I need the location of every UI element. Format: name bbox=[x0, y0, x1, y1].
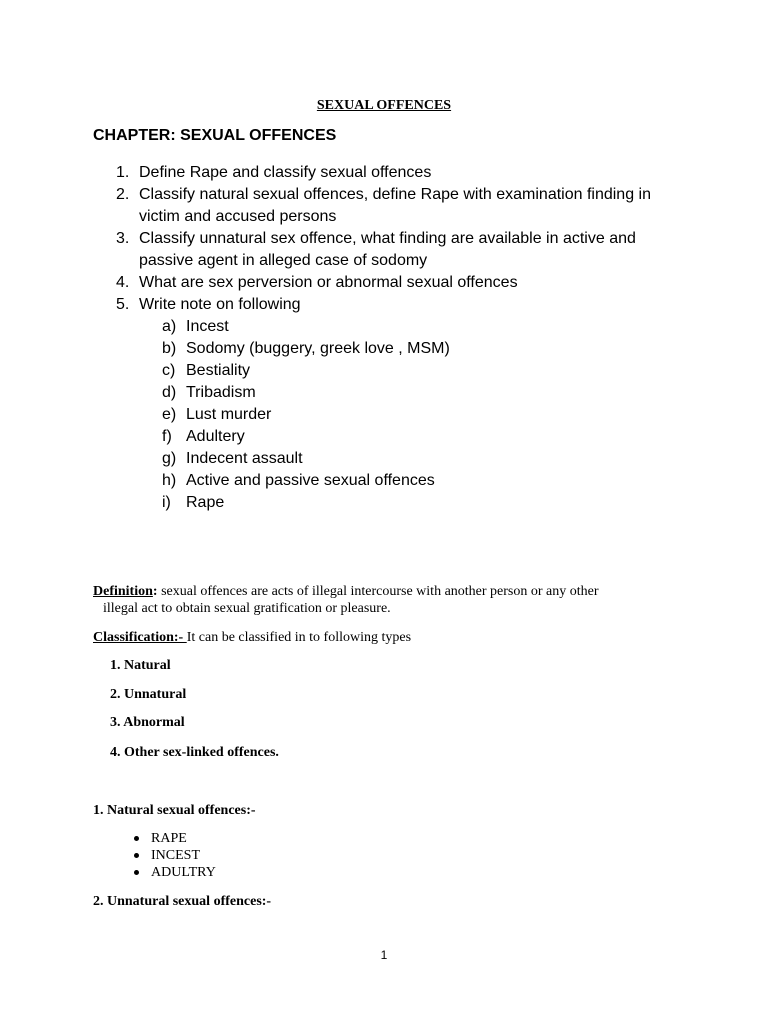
note-item bbox=[93, 382, 693, 404]
note-item bbox=[93, 360, 693, 382]
definition-paragraph bbox=[93, 583, 693, 617]
bullet-icon bbox=[134, 853, 139, 858]
note-item bbox=[93, 404, 693, 426]
note-text: Lust murder bbox=[186, 406, 272, 423]
question-item bbox=[93, 294, 693, 316]
question-text: Define Rape and classify sexual offences bbox=[139, 164, 432, 181]
note-text: Adultery bbox=[186, 428, 245, 445]
document-title: SEXUAL OFFENCES bbox=[316, 98, 452, 113]
classification-type-item: 4. Other sex-linked offences. bbox=[110, 745, 279, 760]
note-marker: f) bbox=[162, 428, 172, 445]
natural-offence-text: ADULTRY bbox=[151, 865, 216, 880]
page-number: 1 bbox=[380, 948, 388, 962]
natural-offences-heading: 1. Natural sexual offences:- bbox=[93, 803, 256, 818]
note-text: Bestiality bbox=[186, 362, 251, 379]
question-text: Classify natural sexual offences, define Rape with examination finding in victim and accused persons bbox=[139, 186, 651, 225]
natural-offence-text: INCEST bbox=[151, 848, 200, 863]
note-marker: d) bbox=[162, 384, 177, 401]
question-item bbox=[93, 228, 693, 272]
note-marker: h) bbox=[162, 472, 177, 489]
natural-offence-item bbox=[133, 830, 216, 847]
natural-offences-list bbox=[133, 830, 216, 881]
bullet-icon bbox=[134, 870, 139, 875]
unnatural-offences-heading: 2. Unnatural sexual offences:- bbox=[93, 894, 272, 909]
classification-paragraph bbox=[93, 629, 693, 646]
note-marker: g) bbox=[162, 450, 177, 467]
note-item bbox=[93, 448, 693, 470]
note-text: Rape bbox=[186, 494, 225, 511]
note-marker: c) bbox=[162, 362, 176, 379]
question-text: Classify unnatural sex offence, what finding are available in active and passive agent in alleged case of sodomy bbox=[139, 230, 636, 269]
note-text: Active and passive sexual offences bbox=[186, 472, 435, 489]
question-number: 2. bbox=[116, 186, 130, 203]
classification-type-item: 2. Unnatural bbox=[110, 687, 187, 702]
note-marker: e) bbox=[162, 406, 177, 423]
question-item bbox=[93, 272, 693, 294]
classification-type-item: 1. Natural bbox=[110, 658, 171, 673]
question-item bbox=[93, 184, 693, 228]
chapter-heading: CHAPTER: SEXUAL OFFENCES bbox=[93, 127, 337, 144]
note-text: Indecent assault bbox=[186, 450, 303, 467]
note-item bbox=[93, 338, 693, 360]
note-marker: b) bbox=[162, 340, 177, 357]
definition-text-line1: sexual offences are acts of illegal intercourse with another person or any other bbox=[157, 584, 599, 599]
question-number: 1. bbox=[116, 164, 130, 181]
question-number: 4. bbox=[116, 274, 130, 291]
note-item bbox=[93, 470, 693, 492]
classification-label: Classification:- bbox=[93, 630, 187, 645]
note-marker: i) bbox=[162, 494, 171, 511]
definition-text-line2: illegal act to obtain sexual gratification or pleasure. bbox=[103, 601, 391, 616]
note-text: Incest bbox=[186, 318, 229, 335]
natural-offence-text: RAPE bbox=[151, 831, 187, 846]
note-text: Tribadism bbox=[186, 384, 256, 401]
classification-text: It can be classified in to following types bbox=[186, 630, 412, 645]
question-number: 3. bbox=[116, 230, 130, 247]
definition-colon: : bbox=[152, 584, 158, 599]
note-marker: a) bbox=[162, 318, 177, 335]
bullet-icon bbox=[134, 836, 139, 841]
definition-label: Definition bbox=[93, 584, 153, 599]
note-text: Sodomy (buggery, greek love , MSM) bbox=[186, 340, 450, 357]
note-item bbox=[93, 426, 693, 448]
classification-type-item: 3. Abnormal bbox=[110, 715, 185, 730]
question-number: 5. bbox=[116, 296, 130, 313]
natural-offence-item bbox=[133, 864, 216, 881]
natural-offence-item bbox=[133, 847, 216, 864]
notes-sublist-container bbox=[93, 316, 693, 514]
note-item bbox=[93, 492, 693, 514]
question-item bbox=[93, 162, 693, 184]
question-text: Write note on following bbox=[139, 296, 301, 313]
notes-sublist bbox=[93, 316, 693, 514]
question-list bbox=[93, 162, 693, 514]
note-item bbox=[93, 316, 693, 338]
question-text: What are sex perversion or abnormal sexual offences bbox=[139, 274, 518, 291]
